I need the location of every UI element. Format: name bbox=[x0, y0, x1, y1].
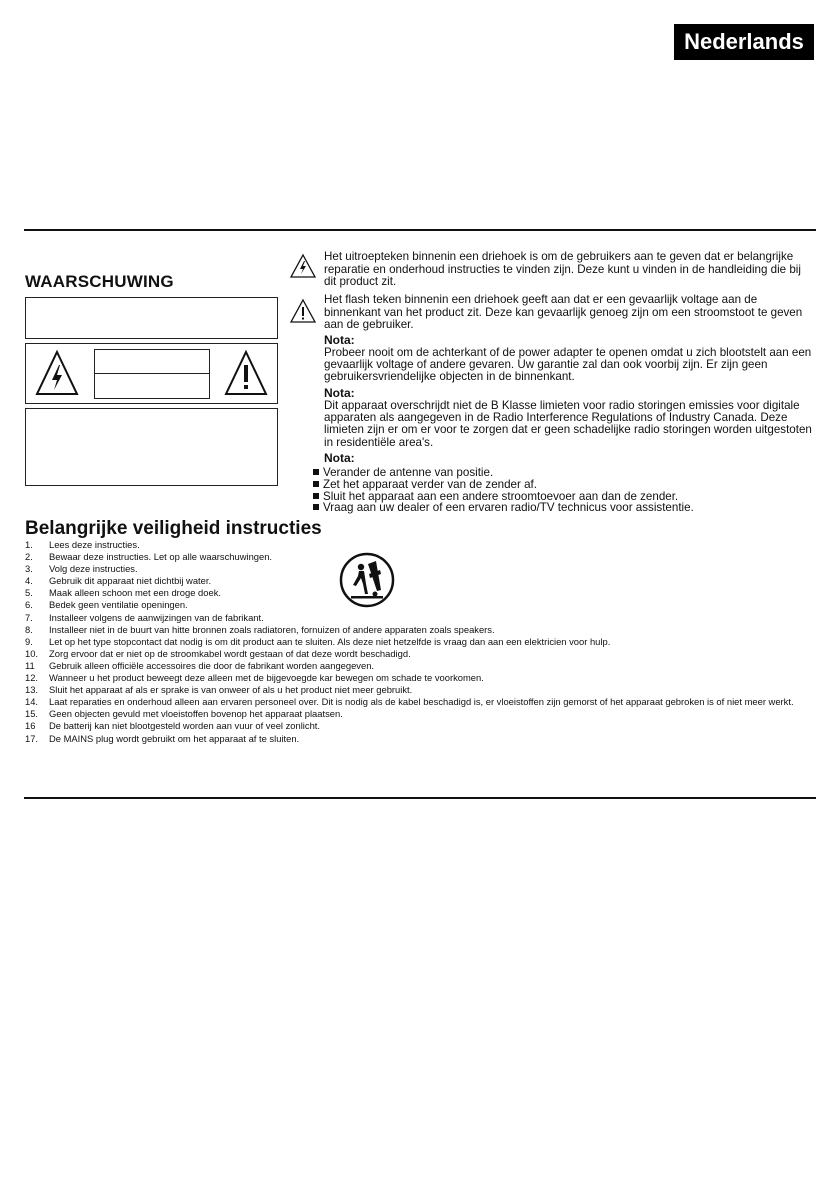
warning-title: WAARSCHUWING bbox=[25, 272, 174, 291]
item-number: 2. bbox=[25, 551, 33, 563]
list-item bbox=[25, 599, 825, 611]
item-number: 16 bbox=[25, 720, 36, 732]
item-text: Bewaar deze instructies. Let op alle waarschuwingen. bbox=[49, 551, 273, 563]
item-text: Volg deze instructies. bbox=[49, 563, 138, 575]
item-text: De MAINS plug wordt gebruikt om het apparaat af te sluiten. bbox=[49, 732, 300, 744]
list-item bbox=[25, 624, 825, 636]
note-heading: Nota: bbox=[324, 386, 355, 400]
list-item bbox=[25, 612, 825, 624]
item-text: Installeer volgens de aanwijzingen van de fabrikant. bbox=[49, 611, 264, 623]
list-item bbox=[25, 648, 825, 660]
list-item bbox=[25, 696, 825, 708]
note-block-2 bbox=[324, 387, 814, 449]
item-text: Lees deze instructies. bbox=[49, 539, 140, 550]
list-item bbox=[25, 587, 825, 599]
lightning-triangle-icon bbox=[289, 298, 317, 324]
note-block-3 bbox=[324, 452, 814, 465]
item-text: Maak alleen schoon met een droge doek. bbox=[49, 587, 221, 599]
lightning-triangle-icon bbox=[34, 349, 80, 397]
item-number: 8. bbox=[25, 623, 33, 635]
item-text: Sluit het apparaat af als er sprake is van onweer of als u het product niet meer gebruikt. bbox=[49, 684, 413, 696]
item-text: Let op het type stopcontact dat nodig is om dit product aan te sluiten. Als deze niet hetzelfde is vraag dan aan een elektricien voor hulp. bbox=[49, 635, 611, 647]
list-item bbox=[25, 672, 825, 684]
list-item bbox=[25, 720, 825, 732]
list-item bbox=[25, 684, 825, 696]
symbol-explanation-lightning bbox=[289, 294, 809, 332]
symbol-explanation-text: Het uitroepteken binnenin een driehoek is om de gebruikers aan te geven dat er belangrijke reparatie en onderhoud instructies te vinden zijn. Deze kunt u vinden in de handleiding die bij dit product zit. bbox=[324, 250, 801, 289]
list-item bbox=[25, 575, 825, 587]
list-item bbox=[25, 551, 825, 563]
caution-label-box bbox=[94, 349, 210, 399]
item-text: Geen objecten gevuld met vloeistoffen bovenop het apparaat plaatsen. bbox=[49, 708, 343, 720]
exclamation-triangle-icon bbox=[289, 253, 317, 279]
exclamation-triangle-icon bbox=[223, 349, 269, 397]
item-number: 6. bbox=[25, 599, 33, 611]
list-item bbox=[25, 660, 825, 672]
item-text: Installeer niet in de buurt van hitte bronnen zoals radiatoren, fornuizen of andere apparaten zoals speakers. bbox=[49, 623, 495, 635]
warning-bottom-box bbox=[25, 408, 278, 486]
bottom-divider bbox=[24, 797, 816, 799]
language-badge: Nederlands bbox=[674, 24, 814, 60]
caution-label-divider bbox=[95, 373, 209, 374]
note-heading: Nota: bbox=[324, 451, 355, 465]
item-number: 10. bbox=[25, 647, 39, 659]
list-item bbox=[25, 708, 825, 720]
note-text: Probeer nooit om de achterkant of de power adapter te openen omdat u zich blootstelt aan een gevaarlijk voltage of andere gevaren. Uw garantie zal dan ook voorbij zijn. Er zijn geen gebruikersvriendelijke objecten in de binnenkant. bbox=[324, 346, 812, 384]
note-heading: Nota: bbox=[324, 333, 355, 347]
item-text: Zorg ervoor dat er niet op de stroomkabel wordt gestaan of dat deze wordt beschadigd. bbox=[49, 647, 411, 659]
list-item bbox=[25, 563, 825, 575]
top-divider bbox=[24, 229, 816, 231]
item-number: 17. bbox=[25, 732, 39, 744]
item-number: 13. bbox=[25, 684, 39, 696]
item-number: 14. bbox=[25, 696, 39, 708]
note-bullet-item: Sluit het apparaat aan een andere stroomtoevoer aan dan de zender. bbox=[313, 491, 813, 503]
note-bullet-item: Verander de antenne van positie. bbox=[313, 467, 813, 479]
note-bullet-item: Vraag aan uw dealer of een ervaren radio/TV technicus voor assistentie. bbox=[313, 502, 813, 514]
item-text: Laat reparaties en onderhoud alleen aan ervaren personeel over. Dit is nodig als de kabel beschadigd is, er vloeistoffen zijn gemorst of het apparaat gebroken is of niet meer werkt. bbox=[49, 696, 794, 708]
note-bullet-item: Zet het apparaat verder van de zender af. bbox=[313, 479, 813, 491]
item-number: 4. bbox=[25, 575, 33, 587]
item-number: 12. bbox=[25, 672, 39, 684]
item-text: Gebruik dit apparaat niet dichtbij water. bbox=[49, 575, 212, 587]
safety-title: Belangrijke veiligheid instructies bbox=[25, 518, 322, 539]
item-text: Gebruik alleen officiële accessoires die door de fabrikant worden aangegeven. bbox=[49, 659, 375, 671]
item-number: 11 bbox=[25, 659, 35, 671]
item-text: De batterij kan niet blootgesteld worden aan vuur of veel zonlicht. bbox=[49, 720, 320, 732]
symbol-explanation-exclamation bbox=[289, 251, 809, 289]
item-number: 3. bbox=[25, 563, 33, 575]
item-number: 15. bbox=[25, 708, 39, 720]
item-text: Bedek geen ventilatie openingen. bbox=[49, 599, 188, 611]
cart-tipover-warning-icon bbox=[339, 552, 395, 608]
item-number: 5. bbox=[25, 587, 33, 599]
item-text: Wanneer u het product beweegt deze alleen met de bijgevoegde kar bewegen om schade te voorkomen. bbox=[49, 672, 484, 684]
note-bullet-list bbox=[313, 467, 813, 514]
item-number: 1. bbox=[25, 539, 33, 550]
safety-instruction-list bbox=[25, 539, 825, 745]
note-block-1 bbox=[324, 334, 814, 384]
list-item bbox=[25, 733, 825, 745]
item-number: 7. bbox=[25, 611, 33, 623]
item-number: 9. bbox=[25, 635, 33, 647]
list-item bbox=[25, 539, 825, 551]
warning-symbol-box bbox=[25, 343, 278, 404]
symbol-explanation-text: Het flash teken binnenin een driehoek geeft aan dat er een gevaarlijk voltage aan de binnenkant van het product zit. Deze kan gevaarlijk genoeg zijn om een stroomstoot te geven aan de gebruiker. bbox=[324, 293, 803, 332]
warning-top-box bbox=[25, 297, 278, 339]
note-text: Dit apparaat overschrijdt niet de B Klasse limieten voor radio storingen emissies voor digitale apparaten als aangegeven in de Radio Interference Regulations of Industry Canada. Deze limieten zijn er om er voor te zorgen dat er geen schadelijke radio storingen worden uitgestoten in residentiële area's. bbox=[324, 399, 812, 449]
list-item bbox=[25, 636, 825, 648]
